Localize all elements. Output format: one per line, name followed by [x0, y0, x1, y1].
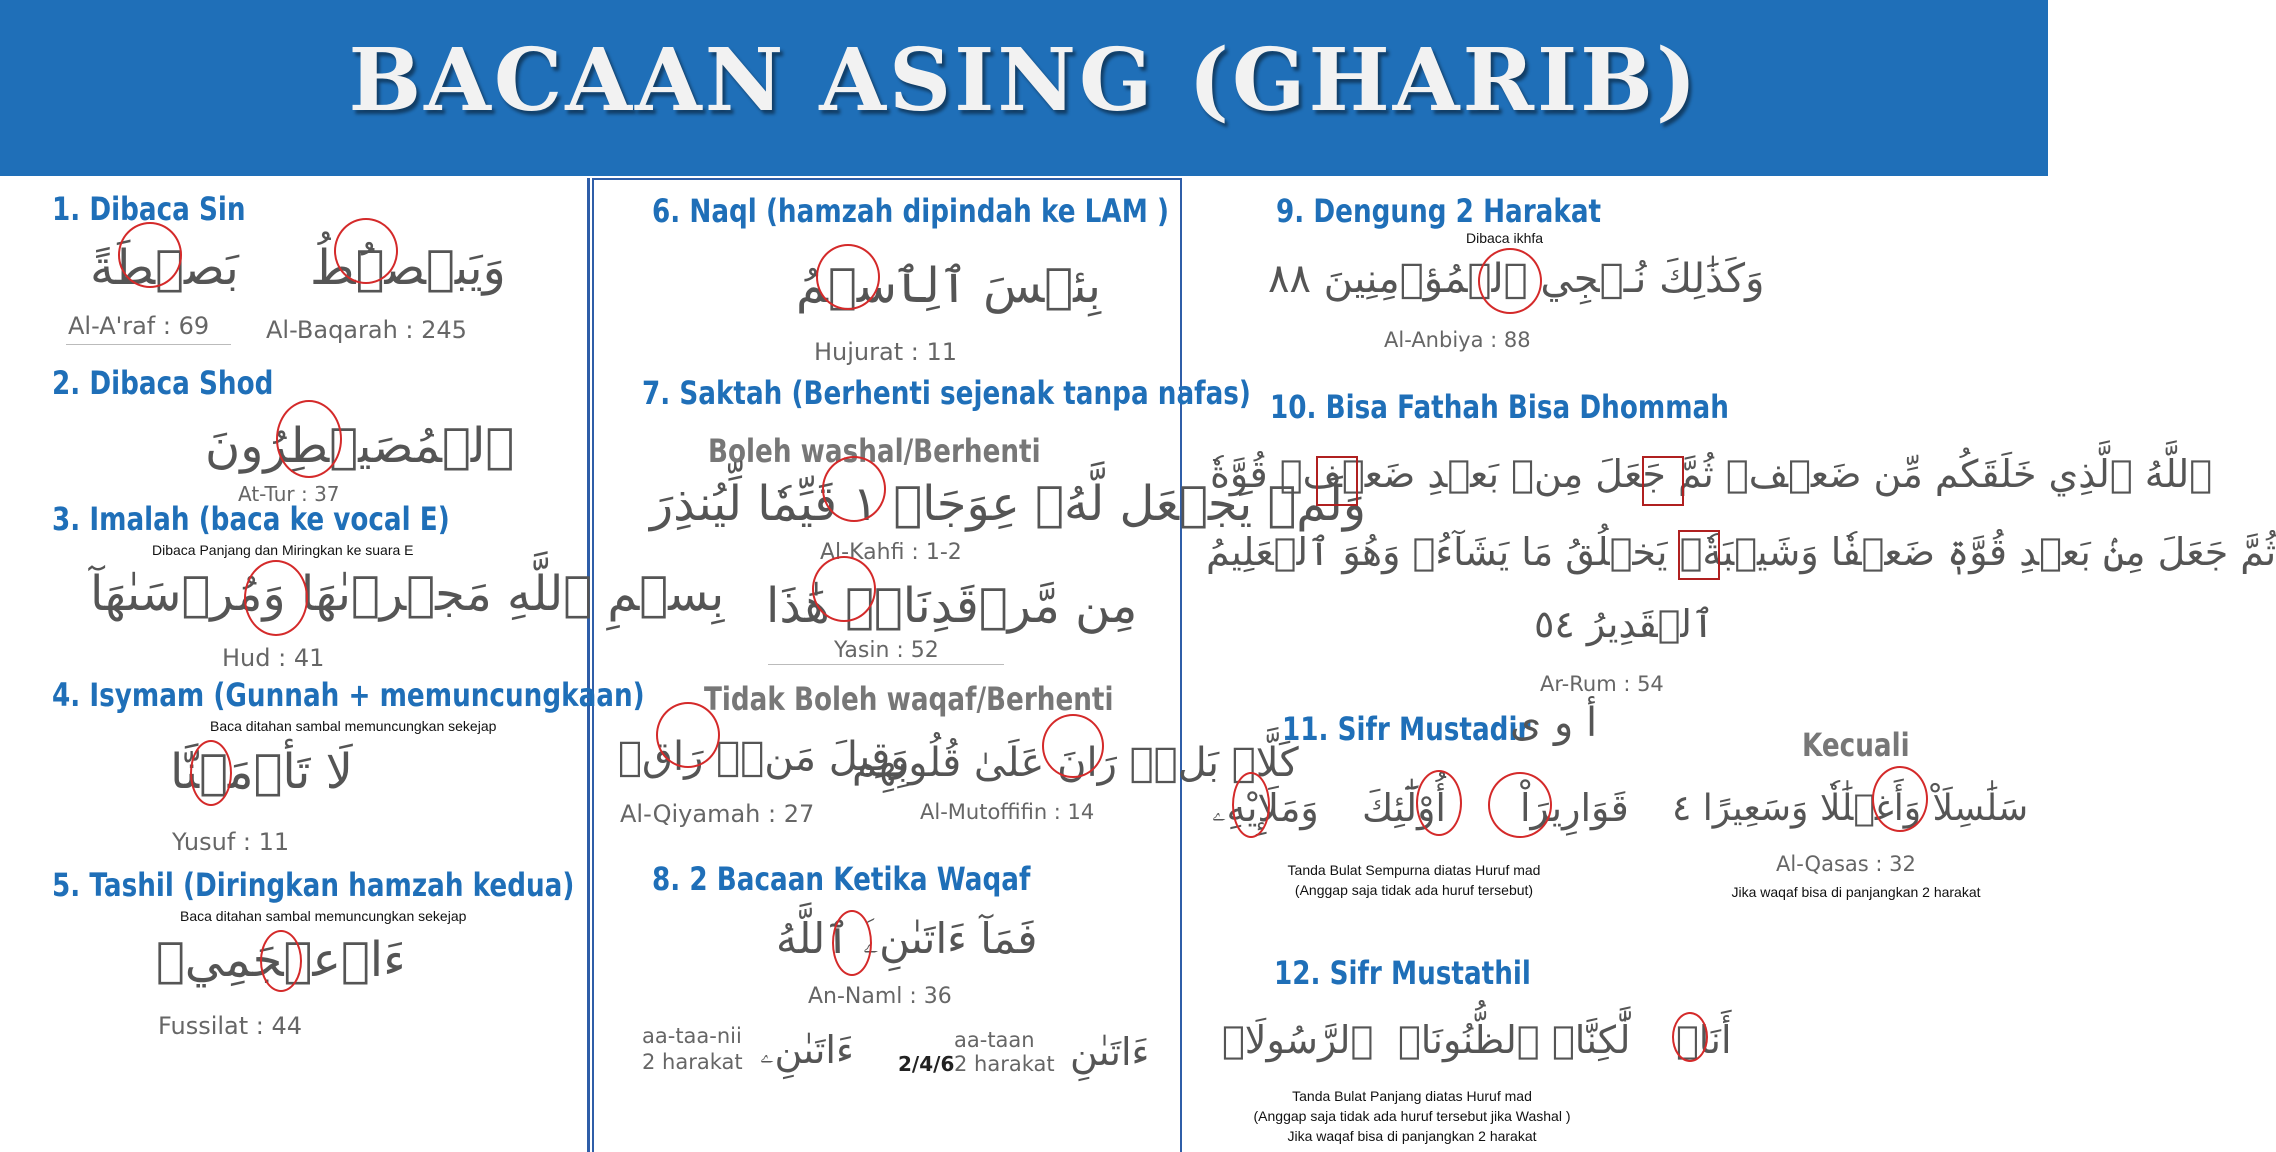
- highlight-circle: [1416, 770, 1462, 836]
- option-1-spelling: aa-taa-nii: [642, 1024, 742, 1048]
- highlight-circle: [1042, 714, 1104, 778]
- section-7-arabic-1: وَلَمۡ يَجۡعَل لَّهُۥ عِوَجَاۜ ١ قَيِّمٗا لِّيُنذِرَ: [650, 476, 1367, 532]
- section-10-heading: 10. Bisa Fathah Bisa Dhommah: [1270, 388, 1729, 426]
- section-8-heading: 8. 2 Bacaan Ketika Waqaf: [652, 860, 1031, 898]
- highlight-circle: [1478, 248, 1542, 314]
- section-1-ref-1: Al-A'raf : 69: [68, 312, 210, 340]
- section-6-arabic: بِئۡسَ ٱلِٱسۡمُ: [796, 258, 1101, 314]
- highlight-circle: [334, 218, 398, 284]
- section-4-ref: Yusuf : 11: [172, 828, 290, 856]
- section-11-note-1: Tanda Bulat Sempurna diatas Huruf mad: [1287, 862, 1541, 878]
- section-12-heading: 12. Sifr Mustathil: [1274, 954, 1531, 992]
- section-11-note-2: (Anggap saja tidak ada huruf tersebut): [1294, 882, 1534, 898]
- highlight-circle: [118, 222, 182, 288]
- highlight-circle: [1488, 772, 1552, 838]
- section-8-arabic: فَمَآ ءَاتَىٰنِۦَ ٱللَّهُ: [776, 914, 1038, 963]
- option-1-arabic: ءَاتَىٰنِۦ: [760, 1028, 854, 1072]
- option-2-spelling: aa-taan: [954, 1028, 1035, 1052]
- section-11-letters: أ و ى: [1510, 700, 1598, 746]
- highlight-circle: [656, 702, 720, 768]
- section-3-note: Dibaca Panjang dan Miringkan ke suara E: [152, 542, 414, 558]
- column-divider-right: [1180, 178, 1182, 1152]
- highlight-circle: [190, 740, 232, 806]
- highlight-box: [1678, 530, 1720, 580]
- section-10-arabic-3: ٱلۡقَدِيرُ ٥٤: [1534, 602, 1715, 646]
- highlight-circle: [832, 910, 872, 976]
- section-7-arabic-2: مِن مَّرۡقَدِنَاۜۗ هَٰذَا: [766, 578, 1138, 634]
- section-11-note-3: Jika waqaf bisa di panjangkan 2 harakat: [1731, 884, 1981, 900]
- section-10-ref: Ar-Rum : 54: [1540, 672, 1664, 696]
- section-5-note: Baca ditahan sambal memuncungkan sekejap: [180, 908, 467, 924]
- section-10-arabic-1: ٱللَّهُ ٱلَّذِي خَلَقَكُم مِّن ضَعۡفٖ ثُمَّ جَعَلَ مِنۢ بَعۡدِ ضَعۡفٖ قُوَّةٗ: [1210, 452, 2213, 496]
- section-11-heading: 11. Sifr Mustadir: [1282, 710, 1531, 748]
- section-3-arabic: بِسۡمِ ٱللَّهِ مَجۡر۪ىٰهَا وَمُرۡسَىٰهَآ: [90, 566, 725, 622]
- section-2-ref: At-Tur : 37: [238, 482, 340, 506]
- highlight-box: [1316, 456, 1358, 506]
- highlight-box: [1642, 456, 1684, 506]
- section-7-subheading-2: Tidak Boleh waqaf/Berhenti: [704, 680, 1114, 718]
- section-9-arabic: وَكَذَٰلِكَ نُـۨجِي ٱلۡمُؤۡمِنِينَ ٨٨: [1268, 256, 1765, 302]
- section-5-arabic: ءَا۬عۡجَمِيٞ: [156, 932, 406, 988]
- highlight-circle: [1232, 772, 1270, 838]
- section-11-ref: Al-Qasas : 32: [1776, 852, 1916, 876]
- highlight-circle: [260, 930, 302, 992]
- section-1-heading: 1. Dibaca Sin: [52, 190, 246, 228]
- section-1-arabic-1: بَصۜطَةً: [90, 240, 239, 296]
- column-divider-mid-top: [592, 178, 1182, 180]
- highlight-circle: [276, 400, 342, 478]
- section-7-subheading-1: Boleh washal/Berhenti: [708, 432, 1041, 470]
- section-11-arabic-2: أُوْلَٰٓئِكَ: [1362, 786, 1446, 830]
- section-12-arabic-3: لَّٰكِنَّا۠: [1552, 1018, 1631, 1062]
- section-11-exception-label: Kecuali: [1802, 726, 1910, 764]
- section-9-heading: 9. Dengung 2 Harakat: [1276, 192, 1602, 230]
- highlight-circle: [822, 456, 886, 522]
- section-10-arabic-2: ثُمَّ جَعَلَ مِنۢ بَعۡدِ قُوَّةٖ ضَعۡفٗا وَشَيۡبَةٗۚ يَخۡلُقُ مَا يَشَآءُۚ وَهُوَ ٱلۡعَلِيمُ: [1206, 530, 2276, 574]
- waqaf-length-label: 2/4/6: [898, 1052, 955, 1076]
- highlight-circle: [812, 556, 876, 622]
- option-1-harakat: 2 harakat: [642, 1050, 743, 1074]
- section-11-arabic-4: سَلَٰسِلَاْ وَأَغۡلَٰلٗا وَسَعِيرًا ٤: [1672, 788, 2029, 829]
- section-7-arabic-3: وَقِيلَ مَنۡۜ رَاقٖ: [618, 734, 910, 780]
- section-3-heading: 3. Imalah (baca ke vocal E): [52, 500, 450, 538]
- highlight-circle: [1872, 766, 1928, 832]
- section-9-ref: Al-Anbiya : 88: [1384, 328, 1531, 352]
- option-2-harakat: 2 harakat: [954, 1052, 1055, 1076]
- section-1-arabic-2: وَيَبۡصُۜطُ: [310, 240, 506, 296]
- section-12-arabic-2: ٱلظُّنُونَا۠: [1398, 1018, 1540, 1062]
- section-5-heading: 5. Tashil (Diringkan hamzah kedua): [52, 866, 575, 904]
- section-4-heading: 4. Isymam (Gunnah + memuncungkaan): [52, 676, 645, 714]
- section-12-note-1: Tanda Bulat Panjang diatas Huruf mad: [1292, 1088, 1532, 1104]
- section-1-ref-underline: [66, 344, 231, 345]
- section-12-arabic-4: أَنَا۠: [1676, 1018, 1732, 1062]
- section-7-ref-3: Al-Qiyamah : 27: [620, 800, 815, 828]
- highlight-circle: [244, 560, 308, 636]
- section-7-ref-2: Yasin : 52: [834, 638, 939, 663]
- highlight-circle: [1672, 1012, 1708, 1062]
- section-2-arabic: ٱلۡمُصَيۡطِرُونَ: [205, 418, 515, 474]
- page-title: BACAAN ASING (GHARIB): [348, 30, 1700, 131]
- section-4-arabic: لَا تَأۡمَ۫نَّا: [170, 744, 354, 800]
- section-6-heading: 6. Naql (hamzah dipindah ke LAM ): [652, 192, 1169, 230]
- section-4-note: Baca ditahan sambal memuncungkan sekejap: [210, 718, 497, 734]
- section-7-ref-1: Al-Kahfi : 1-2: [820, 540, 962, 565]
- section-6-ref: Hujurat : 11: [814, 338, 958, 366]
- section-12-arabic-1: ٱلرَّسُولَا۠: [1222, 1018, 1374, 1062]
- section-1-ref-2: Al-Baqarah : 245: [266, 316, 467, 344]
- highlight-circle: [816, 244, 880, 310]
- option-2-arabic: ءَاتَىٰنِ: [1070, 1030, 1150, 1074]
- section-2-heading: 2. Dibaca Shod: [52, 364, 274, 402]
- section-3-ref: Hud : 41: [222, 644, 325, 672]
- section-11-arabic-1: وَمَلَإِيْهِۦ: [1212, 786, 1319, 830]
- section-9-note: Dibaca ikhfa: [1466, 230, 1544, 246]
- column-divider-left: [587, 178, 590, 1152]
- section-7-heading: 7. Saktah (Berhenti sejenak tanpa nafas): [642, 374, 1251, 412]
- section-8-ref: An-Naml : 36: [808, 984, 952, 1009]
- section-7-arabic-4: كَلَّاۖ بَلۡۜ رَانَ عَلَىٰ قُلُوبِهِم: [852, 740, 1299, 786]
- section-11-arabic-3: قَوَارِيرَاْ: [1520, 786, 1629, 830]
- section-7-ref-4: Al-Mutoffifin : 14: [920, 800, 1095, 824]
- section-7-underline: [768, 664, 1004, 665]
- column-divider-mid-left: [592, 178, 594, 1152]
- section-12-note-3: Jika waqaf bisa di panjangkan 2 harakat: [1287, 1128, 1537, 1144]
- section-5-ref: Fussilat : 44: [158, 1012, 303, 1040]
- section-12-note-2: (Anggap saja tidak ada huruf tersebut jika Washal ): [1253, 1108, 1571, 1124]
